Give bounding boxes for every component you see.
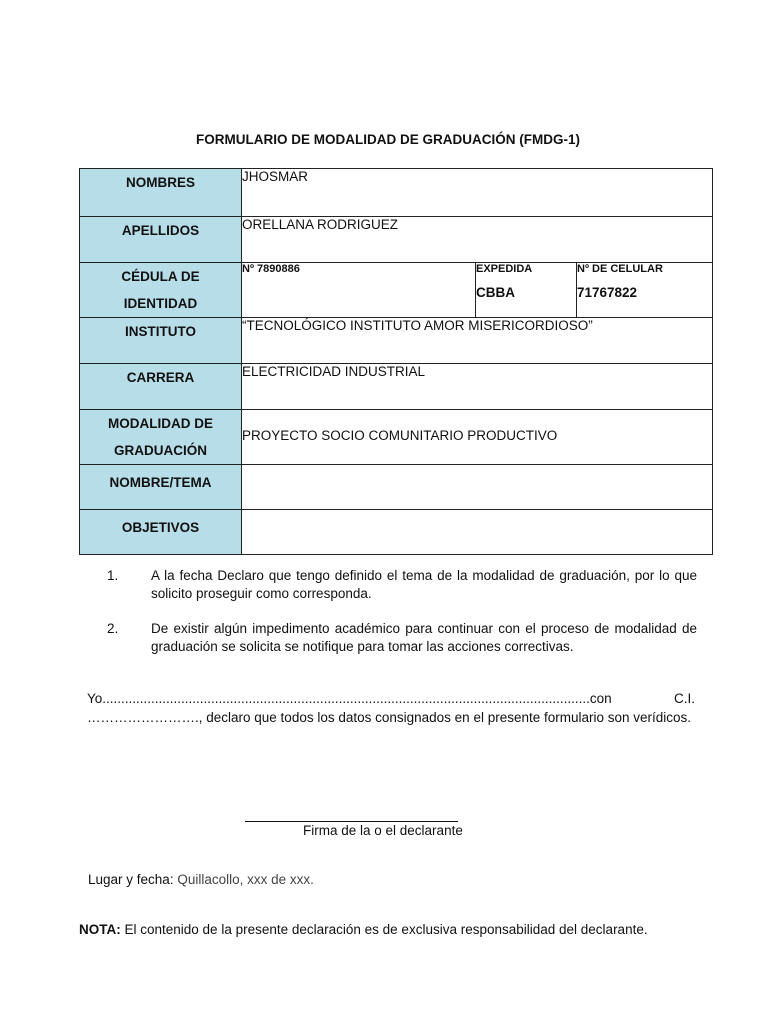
place-date-label: Lugar y fecha	[88, 872, 170, 887]
declaration-list	[107, 567, 697, 673]
label-cedula	[80, 263, 242, 318]
value-apellidos: ORELLANA RODRIGUEZ	[242, 217, 713, 263]
list-item	[107, 620, 697, 656]
celular-value: 71767822	[577, 285, 638, 300]
row-apellidos	[80, 217, 713, 263]
list-item	[107, 567, 697, 603]
row-tema	[80, 465, 713, 510]
list-item-text: A la fecha Declaro que tengo definido el tema de la modalidad de graduación, por lo que solicito proseguir como corresponda.	[151, 568, 697, 601]
expedida-label: EXPEDIDA	[476, 263, 533, 275]
value-nombres: JHOSMAR	[242, 169, 713, 217]
cell-celular	[577, 263, 713, 318]
label-cedula-line2: IDENTIDAD	[123, 296, 198, 311]
label-modalidad-line1: MODALIDAD DE	[108, 416, 213, 431]
note-label: NOTA:	[79, 922, 121, 937]
celular-label: Nº DE CELULAR	[577, 263, 663, 275]
graduation-form-table	[79, 168, 713, 555]
signature-label: Firma de la o el declarante	[303, 823, 463, 838]
value-carrera: ELECTRICIDAD INDUSTRIAL	[242, 364, 713, 410]
signature-line	[245, 821, 458, 822]
place-date-value: Quillacollo, xxx de xxx.	[177, 872, 314, 887]
list-item-number: 2.	[107, 621, 119, 636]
value-cedula-number: Nº 7890886	[242, 263, 476, 318]
label-carrera: CARRERA	[80, 364, 242, 410]
row-carrera	[80, 364, 713, 410]
row-instituto	[80, 318, 713, 364]
row-objetivos	[80, 510, 713, 555]
label-tema: NOMBRE/TEMA	[80, 465, 242, 510]
label-apellidos: APELLIDOS	[80, 217, 242, 263]
place-date: Lugar y fecha: Quillacollo, xxx de xxx.	[88, 872, 314, 887]
note-text: El contenido de la presente declaración es de exclusiva responsabilidad del declarante.	[120, 922, 648, 937]
row-nombres	[80, 169, 713, 217]
label-nombres: NOMBRES	[80, 169, 242, 217]
note	[79, 922, 648, 937]
label-objetivos: OBJETIVOS	[80, 510, 242, 555]
label-cedula-line1: CÉDULA DE	[121, 269, 200, 284]
value-objetivos	[242, 510, 713, 555]
expedida-value: CBBA	[476, 285, 515, 300]
list-item-text: De existir algún impedimento académico para continuar con el proceso de modalidad de graduación se solicita se notifique para tomar las acciones correctivas.	[151, 621, 697, 654]
value-modalidad: PROYECTO SOCIO COMUNITARIO PRODUCTIVO	[242, 410, 713, 465]
cell-expedida	[476, 263, 577, 318]
value-tema	[242, 465, 713, 510]
label-modalidad	[80, 410, 242, 465]
row-cedula	[80, 263, 713, 318]
label-instituto: INSTITUTO	[80, 318, 242, 364]
value-instituto: “TECNOLÓGICO INSTITUTO AMOR MISERICORDIOSO”	[242, 318, 713, 364]
form-title: FORMULARIO DE MODALIDAD DE GRADUACIÓN (FMDG-1)	[196, 132, 580, 147]
label-modalidad-line2: GRADUACIÓN	[114, 443, 207, 458]
declaration-paragraph: Yo..................................................................................................................................con C.I. ……………………., declaro que todos los datos consignados en el presente formulario son verídicos.	[87, 691, 695, 725]
row-modalidad	[80, 410, 713, 465]
list-item-number: 1.	[107, 568, 119, 583]
